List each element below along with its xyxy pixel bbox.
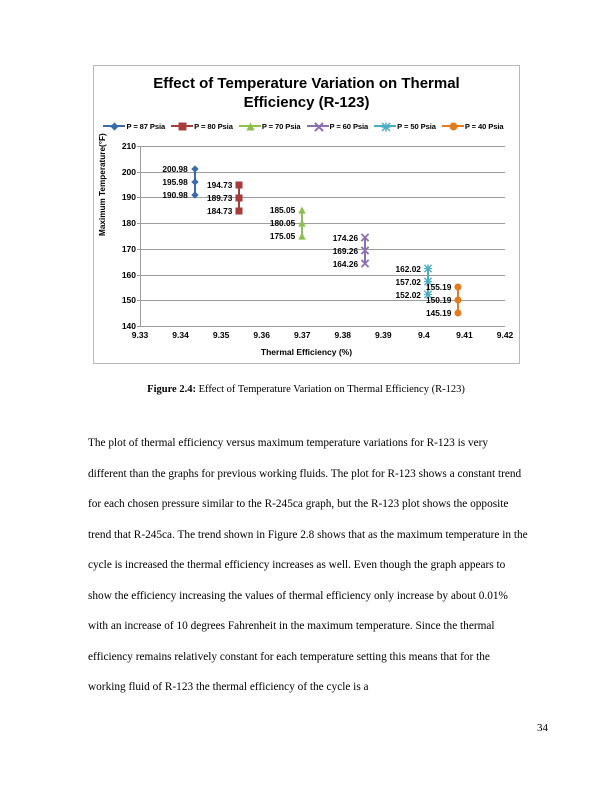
legend-label: P = 40 Psia (464, 121, 504, 131)
gridline (140, 275, 505, 276)
chart-figure (93, 65, 520, 364)
legend-item-5[interactable] (374, 121, 436, 131)
data-point-label: 180.05 (269, 218, 296, 228)
legend-label: P = 50 Psia (397, 121, 436, 131)
data-point-label: 195.98 (162, 177, 188, 188)
data-point (298, 227, 306, 245)
figure-caption (90, 384, 522, 395)
data-point-label: 175.05 (269, 230, 296, 241)
x-axis-tick-label: 9.39 (375, 330, 392, 340)
legend-item-2[interactable] (171, 121, 233, 131)
legend-item-6[interactable] (442, 121, 504, 131)
chart-title-line-2: Efficiency (R-123) (243, 94, 370, 111)
y-axis-tick-label: 210 (121, 141, 136, 151)
data-point-label: 184.73 (206, 205, 233, 216)
legend-label: P = 60 Psia (329, 121, 369, 131)
data-point-label: 185.05 (269, 205, 296, 216)
data-point-label: 200.98 (162, 164, 188, 175)
legend-marker-star-icon (374, 121, 396, 131)
x-axis-tick-label: 9.33 (131, 330, 149, 340)
data-point-label: 150.19 (425, 294, 452, 305)
data-point-label: 155.19 (425, 281, 452, 292)
x-axis-tick-label: 9.34 (172, 330, 189, 340)
y-axis-tick-mark (137, 197, 140, 198)
y-axis-tick-label: 160 (121, 269, 136, 280)
data-point (454, 304, 462, 322)
chart-title (94, 74, 519, 112)
x-axis-tick-label: 9.42 (496, 330, 514, 340)
legend-marker-triangle-icon (239, 121, 261, 131)
legend-item-4[interactable] (307, 121, 369, 131)
y-axis-tick-mark (137, 172, 140, 173)
page-number: 34 (537, 722, 548, 734)
data-point-label: 174.26 (332, 232, 359, 243)
figure-caption-text: Effect of Temperature Variation on Thermal Efficiency (R-123) (195, 384, 465, 395)
data-point (235, 202, 243, 220)
body-paragraph: The plot of thermal efficiency versus maximum temperature variations for R-123 is very different than the graphs for previous working fluids. The plot for R-123 shows a constant trend for each chosen pressure similar to the R-245ca graph, but the R-123 plot shows the opposite trend that R-245ca. The trend shown in Figure 2.8 shows that as the maximum temperature in the cycle is increased the thermal efficiency increases as well. Even though the graph appears to show the efficiency increasing the values of thermal efficiency only increase by about 0.01% with an increase of 10 degrees Fahrenheit in the maximum temperature. Since the thermal efficiency remains relatively constant for each temperature setting this means that for the working fluid of R-123 the thermal efficiency of the cycle is a (88, 437, 528, 693)
legend-item-3[interactable] (239, 121, 301, 131)
legend-label: P = 87 Psia (126, 121, 166, 131)
gridline (140, 249, 505, 250)
y-axis-tick-mark (137, 326, 140, 327)
data-point-label: 162.02 (395, 264, 421, 275)
chart-legend (94, 121, 519, 131)
data-point (191, 186, 199, 204)
legend-marker-square-icon (171, 121, 193, 131)
x-axis-tick-label: 9.35 (212, 330, 230, 340)
data-point-label: 164.26 (332, 258, 359, 269)
y-axis-tick-label: 200 (121, 166, 136, 177)
y-axis-tick-label: 140 (121, 321, 136, 331)
data-point-label: 194.73 (206, 180, 233, 191)
y-axis-tick-mark (137, 275, 140, 276)
y-axis-tick-mark (137, 146, 140, 147)
y-axis-tick-label: 170 (121, 243, 136, 254)
chart-title-line-1: Effect of Temperature Variation on Thermal (153, 75, 460, 92)
x-axis-tick-label: 9.37 (293, 330, 311, 340)
x-axis-tick-label: 9.38 (334, 330, 352, 340)
gridline (140, 223, 505, 224)
plot-area (121, 141, 514, 340)
y-axis-tick-label: 180 (121, 218, 136, 229)
data-point-label: 189.73 (206, 193, 233, 204)
y-axis-tick-mark (137, 249, 140, 250)
gridline (140, 326, 505, 327)
y-axis-tick-label: 150 (121, 295, 136, 306)
legend-marker-diamond-icon (103, 121, 125, 131)
gridline (140, 146, 505, 147)
x-axis-tick-label: 9.36 (253, 330, 270, 340)
legend-label: P = 80 Psia (194, 121, 233, 131)
data-point-label: 145.19 (425, 307, 452, 318)
x-axis-title: Thermal Efficiency (%) (260, 347, 353, 357)
legend-marker-circle-icon (442, 121, 464, 131)
data-point-label: 152.02 (395, 290, 421, 301)
x-axis-tick-label: 9.4 (417, 330, 430, 340)
y-axis-tick-mark (137, 300, 140, 301)
y-axis-title: Maximum Temperature(°F) (98, 133, 107, 236)
y-axis-tick-mark (137, 223, 140, 224)
data-point (361, 255, 370, 273)
legend-item-1[interactable] (103, 121, 165, 131)
figure-caption-prefix: Figure 2.4: (147, 384, 196, 395)
y-axis-line (140, 146, 141, 326)
legend-label: P = 70 Psia (261, 121, 301, 131)
legend-marker-x-icon (307, 121, 329, 131)
data-point-label: 190.98 (162, 189, 188, 200)
y-axis-tick-label: 190 (121, 192, 136, 203)
x-axis-tick-label: 9.41 (456, 330, 473, 340)
data-point-label: 169.26 (332, 245, 359, 256)
data-point-label: 157.02 (395, 277, 421, 288)
